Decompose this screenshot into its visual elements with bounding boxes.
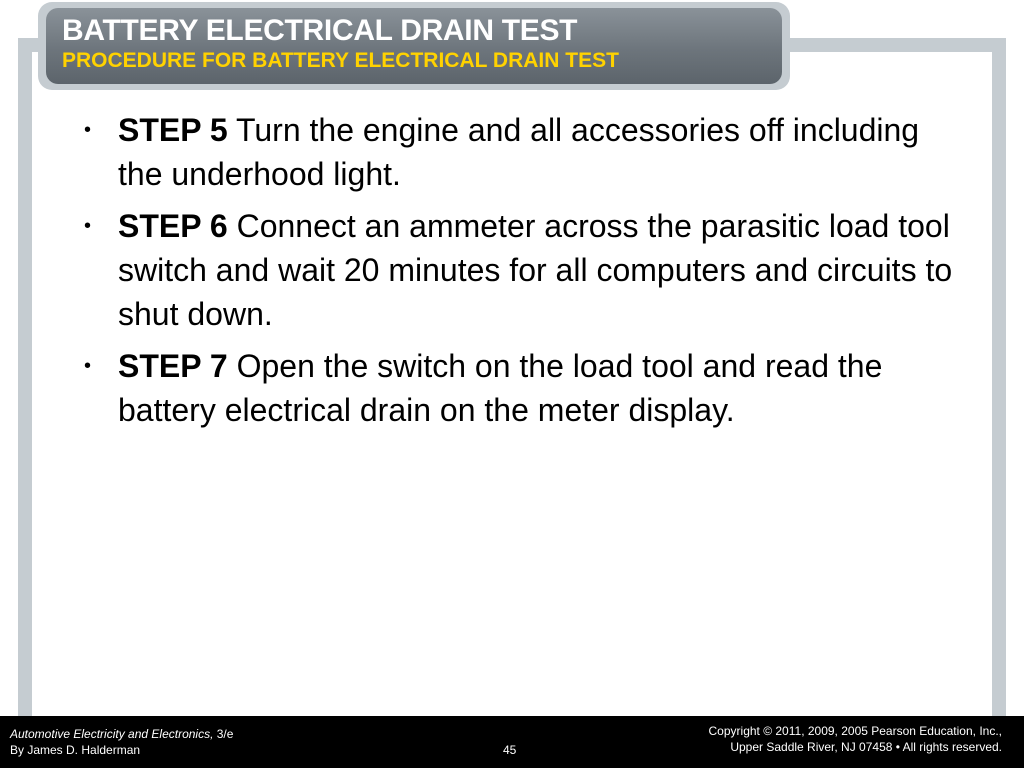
bullet-item-step-7 bbox=[82, 344, 962, 432]
page-number: 45 bbox=[503, 743, 517, 757]
copyright-line-1: Copyright © 2011, 2009, 2005 Pearson Education, Inc., bbox=[708, 724, 1002, 738]
step-label: STEP 7 bbox=[118, 348, 228, 384]
copyright-line-2: Upper Saddle River, NJ 07458 • All rights reserved. bbox=[730, 740, 1002, 754]
book-edition: 3/e bbox=[213, 727, 234, 741]
slide-subtitle: PROCEDURE FOR BATTERY ELECTRICAL DRAIN TEST bbox=[62, 49, 619, 72]
slide-frame-right bbox=[992, 38, 1006, 718]
bullet-dot-icon: • bbox=[84, 215, 92, 237]
book-author: By James D. Halderman bbox=[10, 743, 141, 757]
step-text: Open the switch on the load tool and read the battery electrical drain on the meter display. bbox=[118, 348, 883, 428]
bullet-dot-icon: • bbox=[84, 119, 92, 141]
title-box bbox=[46, 8, 782, 84]
footer-bar bbox=[0, 716, 1024, 768]
bullet-dot-icon: • bbox=[84, 355, 92, 377]
book-title: Automotive Electricity and Electronics, bbox=[10, 727, 214, 741]
slide-title: BATTERY ELECTRICAL DRAIN TEST bbox=[62, 14, 578, 47]
footer-copyright bbox=[709, 723, 1002, 755]
step-label: STEP 6 bbox=[118, 208, 228, 244]
step-label: STEP 5 bbox=[118, 112, 228, 148]
slide-frame-left bbox=[18, 38, 32, 718]
bullet-item-step-5 bbox=[82, 108, 962, 196]
bullet-item-step-6 bbox=[82, 204, 962, 336]
footer-book-info bbox=[10, 726, 233, 758]
bullet-list bbox=[82, 108, 962, 440]
step-text: Connect an ammeter across the parasitic load tool switch and wait 20 minutes for all computers and circuits to shut down. bbox=[118, 208, 953, 332]
step-text: Turn the engine and all accessories off including the underhood light. bbox=[118, 112, 920, 192]
